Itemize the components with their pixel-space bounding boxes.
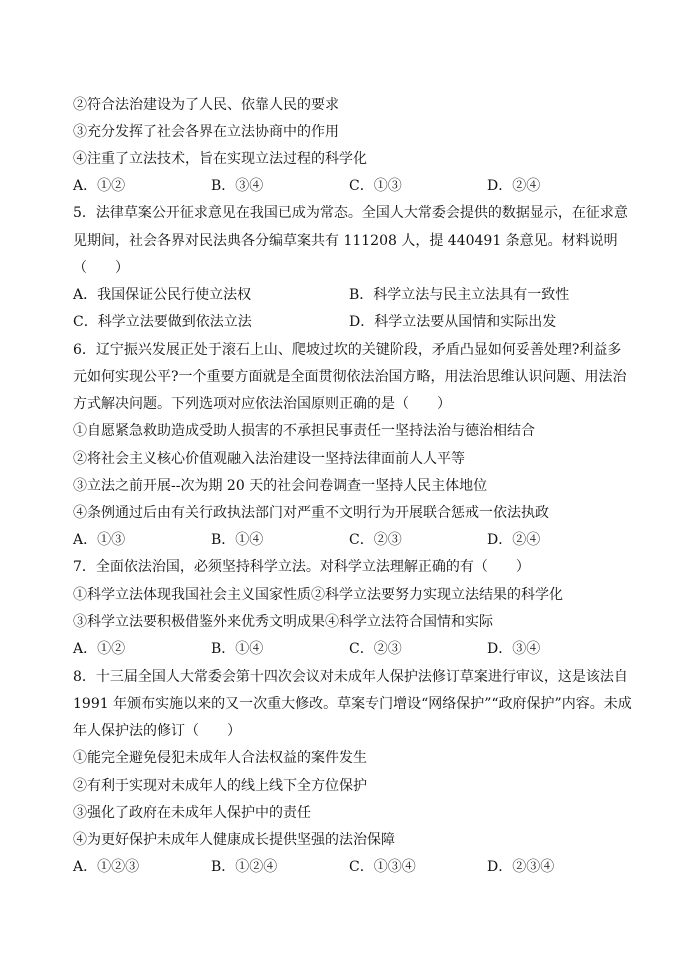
q6-options — [73, 530, 673, 550]
prev-item-2: ②符合法治建设为了人民、依靠人民的要求 — [73, 97, 339, 113]
q6-stem-line-1: 6．辽宁振兴发展正处于滚石上山、爬坡过坎的关键阶段，矛盾凸显如何妥善处理?利益多 — [73, 342, 622, 358]
prev-option-b: B．③④ — [211, 178, 264, 194]
q8-stem-line-1: 8．十三届全国人大常委会第十四次会议对未成年人保护法修订草案进行审议，这是该法自 — [73, 669, 628, 685]
q6-option-a: A．①③ — [73, 532, 126, 548]
q6-stem-line-2: 元如何实现公平?一个重要方面就是全面贯彻依法治国方略，用法治思维认识问题、用法治 — [73, 369, 627, 385]
q5-stem-line-1: 5．法律草案公开征求意见在我国已成为常态。全国人大常委会提供的数据显示，在征求意 — [73, 205, 628, 221]
q5-option-d: D．科学立法要从国情和实际出发 — [349, 314, 557, 330]
prev-item-4: ④注重了立法技术，旨在实现立法过程的科学化 — [73, 151, 367, 167]
q6-option-d: D．②④ — [487, 532, 541, 548]
q5-options-row-2 — [73, 312, 673, 332]
prev-option-d: D．②④ — [487, 178, 541, 194]
q7-option-a: A．①② — [73, 641, 126, 657]
prev-item-3: ③充分发挥了社会各界在立法协商中的作用 — [73, 124, 339, 140]
q6-item-2: ②将社会主义核心价值观融入法治建设一坚持法律面前人人平等 — [73, 451, 465, 467]
q5-option-b: B．科学立法与民主立法具有一致性 — [349, 287, 570, 303]
q7-options — [73, 639, 673, 659]
q7-option-b: B．①④ — [211, 641, 264, 657]
q7-item-2: ③科学立法要积极借鉴外来优秀文明成果④科学立法符合国情和实际 — [73, 614, 493, 630]
q5-option-c: C．科学立法要做到依法立法 — [73, 314, 252, 330]
prev-options — [73, 176, 673, 196]
q5-stem-line-3: （ ） — [73, 260, 129, 276]
q7-stem-line-1: 7．全面依法治国，必须坚持科学立法。对科学立法理解正确的有（ ） — [73, 559, 530, 575]
q8-option-b: B．①②④ — [211, 859, 278, 875]
q7-option-c: C．②③ — [349, 641, 402, 657]
q8-item-3: ③强化了政府在未成年人保护中的责任 — [73, 805, 311, 821]
q5-stem-line-2: 见期间，社会各界对民法典各分编草案共有 111208 人，提 440491 条意见。材料说明 — [73, 233, 618, 249]
q8-option-d: D．②③④ — [487, 859, 555, 875]
q7-item-1: ①科学立法体现我国社会主义国家性质②科学立法要努力实现立法结果的科学化 — [73, 587, 563, 603]
q6-item-1: ①自愿紧急救助造成受助人损害的不承担民事责任一坚持法治与德治相结合 — [73, 423, 535, 439]
q8-item-1: ①能完全避免侵犯未成年人合法权益的案件发生 — [73, 750, 367, 766]
q6-item-3: ③立法之前开展--次为期 20 天的社会问卷调查一坚持人民主体地位 — [73, 478, 488, 494]
q8-stem-line-3: 年人保护法的修订（ ） — [73, 723, 241, 739]
q8-options — [73, 857, 673, 877]
q6-item-4: ④条例通过后由有关行政执法部门对严重不文明行为开展联合惩戒一依法执政 — [73, 505, 549, 521]
q5-option-a: A．我国保证公民行使立法权 — [73, 287, 252, 303]
q7-option-d: D．③④ — [487, 641, 541, 657]
q6-option-c: C．②③ — [349, 532, 402, 548]
q8-option-a: A．①②③ — [73, 859, 140, 875]
q8-item-4: ④为更好保护未成年人健康成长提供坚强的法治保障 — [73, 832, 395, 848]
q6-stem-line-3: 方式解决问题。下列选项对应依法治国原则正确的是（ ） — [73, 396, 451, 412]
prev-option-a: A．①② — [73, 178, 126, 194]
q8-option-c: C．①③④ — [349, 859, 416, 875]
q6-option-b: B．①④ — [211, 532, 264, 548]
q5-options-row-1 — [73, 285, 673, 305]
q8-stem-line-2: 1991 年颁布实施以来的又一次重大修改。草案专门增设“网络保护”“政府保护”内容。未成 — [73, 696, 632, 712]
prev-option-c: C．①③ — [349, 178, 402, 194]
q8-item-2: ②有利于实现对未成年人的线上线下全方位保护 — [73, 778, 367, 794]
